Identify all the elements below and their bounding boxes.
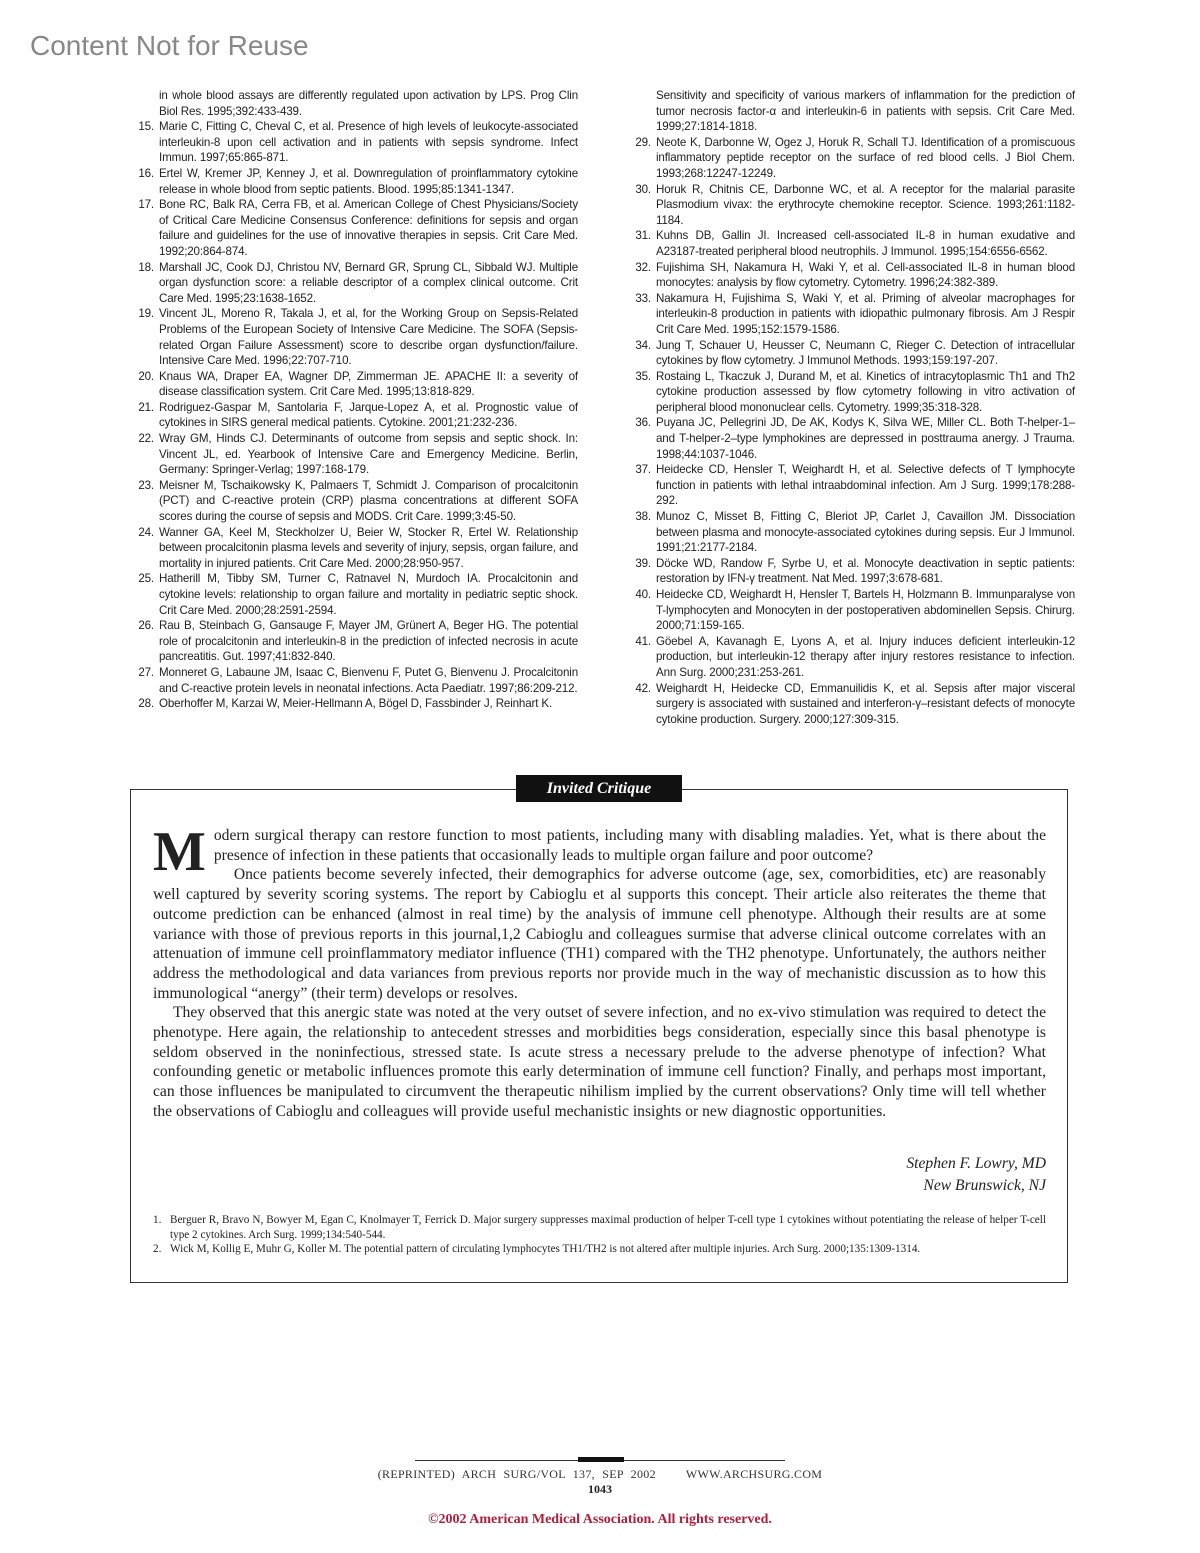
- reference-number: 30.: [635, 182, 651, 196]
- reference-item: [627, 88, 1075, 135]
- reference-item: [130, 369, 578, 400]
- reference-text: Sensitivity and specificity of various markers of inflammation for the prediction of tumor necrosis factor-α and interleukin-6 in patients with sepsis. Crit Care Med. 1999;27:1814-1818.: [656, 89, 1075, 134]
- footer-website[interactable]: WWW.ARCHSURG.COM: [685, 1467, 823, 1481]
- reference-number: 34.: [635, 338, 651, 352]
- reference-text: Puyana JC, Pellegrini JD, De AK, Kodys K, Silva WE, Miller CL. Both T-helper-1–and T-helper-2–type lymphokines are depressed in posttrauma anergy. J Trauma. 1998;44:1037-1046.: [656, 416, 1075, 461]
- reference-number: 23.: [138, 478, 154, 492]
- reference-text: Horuk R, Chitnis CE, Darbonne WC, et al. A receptor for the malarial parasite Plasmodium vivax: the erythrocyte chemokine receptor. Science. 1993;261:1182-1184.: [656, 182, 1075, 227]
- reference-number: 38.: [635, 510, 651, 524]
- reference-item: [627, 228, 1075, 259]
- reference-number: 33.: [635, 291, 651, 305]
- reference-text: Knaus WA, Draper EA, Wagner DP, Zimmerman JE. APACHE II: a severity of disease classification system. Crit Care Med. 1995;13:818-829.: [159, 369, 578, 399]
- reference-item: [627, 681, 1075, 728]
- reference-number: 20.: [138, 369, 154, 383]
- footer-mark: [578, 1457, 624, 1462]
- reference-item: [627, 182, 1075, 229]
- reference-text: Monneret G, Labaune JM, Isaac C, Bienvenu F, Putet G, Bienvenu J. Procalcitonin and C-reactive protein levels in neonatal infections. Acta Paediatr. 1997;86:209-212.: [159, 665, 578, 695]
- reference-item: [130, 306, 578, 368]
- reference-item: [130, 400, 578, 431]
- reference-item: [627, 556, 1075, 587]
- reference-item: [130, 431, 578, 478]
- footer-journal: (REPRINTED) ARCH SURG/VOL 137, SEP 2002: [377, 1467, 656, 1481]
- reference-text: Jung T, Schauer U, Heusser C, Neumann C, Rieger C. Detection of intracellular cytokines by flow cytometry. J Immunol Methods. 1993;159:197-207.: [656, 338, 1075, 368]
- page-number: 1043: [588, 1482, 612, 1496]
- reference-number: 32.: [635, 260, 651, 274]
- critique-footnotes: [153, 1213, 1046, 1257]
- reference-item: [130, 166, 578, 197]
- reference-item: [627, 338, 1075, 369]
- invited-critique-body: [153, 821, 1046, 1122]
- reference-number: 29.: [635, 135, 651, 149]
- reference-number: 25.: [138, 572, 154, 586]
- references-right-column: [627, 88, 1075, 727]
- reference-item: [130, 665, 578, 696]
- reference-text: Bone RC, Balk RA, Cerra FB, et al. American College of Chest Physicians/Society of Critical Care Medicine Consensus Conference: definitions for sepsis and organ failure and guidelines for the use of innovative therapies in sepsis. Crit Care Med. 1992;20:864-874.: [159, 198, 578, 258]
- reference-number: 24.: [138, 525, 154, 539]
- reference-number: 41.: [635, 634, 651, 648]
- reference-number: 22.: [138, 432, 154, 446]
- reference-number: 42.: [635, 681, 651, 695]
- footnote: [153, 1242, 1046, 1257]
- reference-text: Marshall JC, Cook DJ, Christou NV, Bernard GR, Sprung CL, Sibbald WJ. Multiple organ dysfunction score: a reliable descriptor of a complex clinical outcome. Crit Care Med. 1995;23:1638-1652.: [159, 260, 578, 305]
- reference-item: [627, 135, 1075, 182]
- footnote: [153, 1213, 1046, 1242]
- reference-text: Wanner GA, Keel M, Steckholzer U, Beier W, Stocker R, Ertel W. Relationship between procalcitonin plasma levels and severity of injury, sepsis, organ failure, and mortality in injured patients. Crit Care Med. 2000;28:950-957.: [159, 525, 578, 570]
- author-location: New Brunswick, NJ: [923, 1177, 1046, 1194]
- footer-journal-line: [300, 1467, 900, 1482]
- reference-text: Heidecke CD, Weighardt H, Hensler T, Bartels H, Holzmann B. Immunparalyse von T-lymphocyten and Monocyten in der postoperativen abdominellen Sepsis. Chirurg. 2000;71:159-165.: [656, 588, 1075, 633]
- footnote-number: 2.: [153, 1243, 162, 1256]
- reference-number: 21.: [138, 400, 154, 414]
- reference-number: 27.: [138, 665, 154, 679]
- author-name: Stephen F. Lowry, MD: [906, 1155, 1046, 1172]
- reference-number: 16.: [138, 166, 154, 180]
- reference-text: Göebel A, Kavanagh E, Lyons A, et al. Injury induces deficient interleukin-12 production, but interleukin-12 therapy after injury restores resistance to infection. Ann Surg. 2000;231:253-261.: [656, 634, 1075, 679]
- reference-item: [627, 415, 1075, 462]
- reference-text: Marie C, Fitting C, Cheval C, et al. Presence of high levels of leukocyte-associated interleukin-8 upon cell activation and in patients with sepsis syndrome. Infect Immun. 1997;65:865-871.: [159, 120, 578, 165]
- footnote-text: Berguer R, Bravo N, Bowyer M, Egan C, Knolmayer T, Ferrick D. Major surgery suppresses maximal production of helper T-cell type 1 cytokines without potentiating the release of helper T-cell type 2 cytokines. Arch Surg. 1999;134:540-544.: [170, 1214, 1046, 1241]
- reference-item: [130, 88, 578, 119]
- reference-text: Meisner M, Tschaikowsky K, Palmaers T, Schmidt J. Comparison of procalcitonin (PCT) and C-reactive protein (CRP) plasma concentrations at different SOFA scores during the course of sepsis and MODS. Crit Care. 1999;3:45-50.: [159, 478, 578, 524]
- reference-number: 39.: [635, 556, 651, 570]
- reference-number: 19.: [138, 307, 154, 321]
- reference-text: Rodriguez-Gaspar M, Santolaria F, Jarque-Lopez A, et al. Prognostic value of cytokines in SIRS general medical patients. Cytokine. 2001;21:232-236.: [159, 400, 578, 430]
- reference-text: in whole blood assays are differently regulated upon activation by LPS. Prog Clin Biol Res. 1995;392:433-439.: [159, 89, 578, 118]
- reference-text: Rostaing L, Tkaczuk J, Durand M, et al. Kinetics of intracytoplasmic Th1 and Th2 cytokine production assessed by flow cytometry following in vitro activation of peripheral blood mononuclear cells. Cytometry. 1999;35:318-328.: [656, 369, 1075, 414]
- critique-paragraph-text: Once patients become severely infected, their demographics for adverse outcome (age, sex, comorbidities, etc) are reasonably well captured by severity scoring systems. The report by Cabioglu et al supports this concept. Their article also reiterates the theme that outcome prediction can be enhanced (almost in real time) by the analysis of immune cell phenotype. Although their results are at some variance with those of previous reports in this journal,1,2 Cabioglu and colleagues surmise that adverse clinical outcome correlates with an attenuation of immune cell proinflammatory mediator influence (TH1) compared with the TH2 phenotype. Unfortunately, the authors neither address the methodological and data variances from previous reports nor provide much in the way of mechanistic discussion as to how this immunological “anergy” (their term) develops or resolves.: [153, 866, 1046, 1002]
- reference-number: 15.: [138, 120, 154, 134]
- reference-number: 40.: [635, 588, 651, 601]
- reference-number: 17.: [138, 198, 154, 212]
- reference-text: Heidecke CD, Hensler T, Weighardt H, et al. Selective defects of T lymphocyte function in patients with lethal intraabdominal infection. Am J Surg. 1999;178:288-292.: [656, 463, 1075, 508]
- reference-text: Wray GM, Hinds CJ. Determinants of outcome from sepsis and septic shock. In: Vincent JL, ed. Yearbook of Intensive Care and Emergency Medicine. Berlin, Germany: Springer-Verlag; 1997:168-179.: [159, 432, 578, 477]
- critique-paragraph: [153, 821, 1046, 883]
- reference-text: Fujishima SH, Nakamura H, Waki Y, et al. Cell-associated IL-8 in human blood monocytes: analysis by flow cytometry. Cytometry. 1996;24:382-389.: [656, 260, 1075, 290]
- reference-text: Oberhoffer M, Karzai W, Meier-Hellmann A, Bögel D, Fassbinder J, Reinhart K.: [159, 697, 553, 711]
- reference-item: [627, 634, 1075, 681]
- reference-item: [627, 462, 1075, 509]
- reference-number: 35.: [635, 369, 651, 383]
- footnote-text: Wick M, Kollig E, Muhr G, Koller M. The potential pattern of circulating lymphocytes TH1/TH2 is not altered after multiple injuries. Arch Surg. 2000;135:1309-1314.: [170, 1243, 921, 1256]
- reference-item: [627, 260, 1075, 291]
- reference-item: [627, 587, 1075, 634]
- drop-cap: M: [153, 821, 206, 883]
- reference-number: 37.: [635, 463, 651, 477]
- reference-text: Hatherill M, Tibby SM, Turner C, Ratnavel N, Murdoch IA. Procalcitonin and cytokine levels: relationship to organ failure and mortality in pediatric septic shock. Crit Care Med. 2000;28:2591-2594.: [159, 572, 578, 617]
- reference-text: Munoz C, Misset B, Fitting C, Bleriot JP, Carlet J, Cavaillon JM. Dissociation between plasma and monocyte-associated cytokines during sepsis. Eur J Immunol. 1991;21:2177-2184.: [656, 510, 1075, 555]
- reference-item: [627, 291, 1075, 338]
- critique-paragraph: [153, 1003, 1046, 1121]
- reference-text: Neote K, Darbonne W, Ogez J, Horuk R, Schall TJ. Identification of a promiscuous inflammatory peptide receptor on the surface of red blood cells. J Biol Chem. 1993;268:12247-12249.: [656, 135, 1075, 180]
- invited-critique-label: Invited Critique: [516, 775, 682, 802]
- reference-text: Kuhns DB, Gallin JI. Increased cell-associated IL-8 in human exudative and A23187-treated peripheral blood neutrophils. J Immunol. 1995;154:6556-6562.: [656, 229, 1075, 258]
- critique-paragraph-text: They observed that this anergic state was noted at the very outset of severe infection, and no ex-vivo stimulation was required to detect the phenotype. Here again, the relationship to antecedent stresses and morbidities begs consideration, especially since this basal phenotype is seldom observed in the noninfectious, stressed state. Is acute stress a necessary prelude to the adverse phenotype of infection? What confounding genetic or metabolic influences promote this early determination of immune cell function? Finally, and perhaps most important, can those influences be manipulated to circumvent the therapeutic nihilism implied by the current observations? Only time will tell whether the observations of Cabioglu and colleagues will provide useful mechanistic insights or new diagnostic opportunities.: [153, 1004, 1046, 1120]
- reference-item: [130, 260, 578, 307]
- reference-text: Nakamura H, Fujishima S, Waki Y, et al. Priming of alveolar macrophages for interleukin-8 production in patients with idiopathic pulmonary fibrosis. Am J Respir Crit Care Med. 1995;152:1579-1586.: [656, 291, 1075, 336]
- reference-columns: [130, 88, 1075, 727]
- reference-number: 36.: [635, 416, 651, 430]
- reference-number: 31.: [635, 229, 651, 243]
- reference-text: Rau B, Steinbach G, Gansauge F, Mayer JM, Grünert A, Beger HG. The potential role of procalcitonin and interleukin-8 in the prediction of infected necrosis in acute pancreatitis. Gut. 1997;41:832-840.: [159, 619, 578, 664]
- reference-item: [130, 696, 578, 712]
- reference-item: [130, 478, 578, 525]
- watermark: Content Not for Reuse: [30, 30, 309, 61]
- reference-item: [130, 571, 578, 618]
- reference-text: Ertel W, Kremer JP, Kenney J, et al. Downregulation of proinflammatory cytokine release in whole blood from septic patients. Blood. 1995;85:1341-1347.: [159, 166, 578, 196]
- references-left-column: [130, 88, 578, 727]
- critique-paragraph-text: odern surgical therapy can restore function to most patients, including many with disabling maladies. Yet, what is there about the presence of infection in these patients that occasionally leads to multiple organ failure and poor outcome?: [213, 827, 1046, 864]
- critique-paragraph: [153, 865, 1046, 1003]
- reference-item: [627, 509, 1075, 556]
- reference-text: Döcke WD, Randow F, Syrbe U, et al. Monocyte deactivation in septic patients: restoration by IFN-γ treatment. Nat Med. 1997;3:678-681.: [656, 556, 1075, 586]
- copyright-notice: ©2002 American Medical Association. All rights reserved.: [428, 1512, 772, 1527]
- reference-number: 18.: [138, 260, 154, 274]
- reference-item: [130, 119, 578, 166]
- reference-text: Vincent JL, Moreno R, Takala J, et al, for the Working Group on Sepsis-Related Problems of the European Society of Intensive Care Medicine. The SOFA (Sepsis-related Organ Failure Assessment) score to describe organ dysfunction/failure. Intensive Care Med. 1996;22:707-710.: [159, 307, 578, 368]
- reference-item: [130, 197, 578, 259]
- reference-item: [130, 525, 578, 572]
- reference-text: Weighardt H, Heidecke CD, Emmanuilidis K, et al. Sepsis after major visceral surgery is associated with sustained and interferon-γ–resistant defects of monocyte cytokine production. Surgery. 2000;127:309-315.: [656, 681, 1075, 726]
- reference-item: [627, 369, 1075, 416]
- author-signature: [820, 1153, 1046, 1197]
- footnote-number: 1.: [153, 1214, 162, 1226]
- reference-number: 26.: [138, 619, 154, 633]
- reference-number: 28.: [138, 697, 154, 711]
- reference-item: [130, 618, 578, 665]
